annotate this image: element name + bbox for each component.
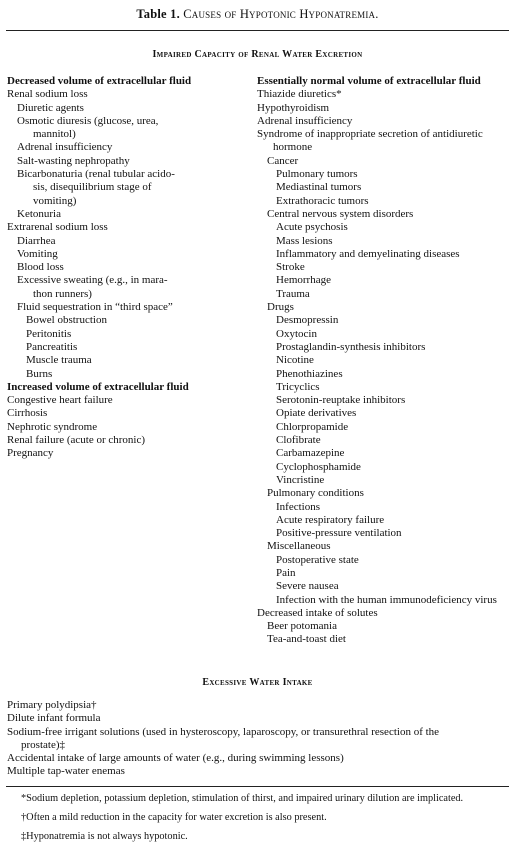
item-text: Cancer bbox=[267, 154, 299, 167]
item-text: Carbamazepine bbox=[276, 447, 345, 460]
list-item bbox=[257, 514, 512, 527]
item-text: Peritonitis bbox=[26, 327, 72, 340]
list-item bbox=[257, 580, 512, 593]
item-text: Decreased intake of solutes bbox=[257, 606, 378, 619]
item-text: Chlorpropamide bbox=[276, 420, 349, 433]
item-text: Stroke bbox=[276, 261, 305, 274]
item-text: Infections bbox=[276, 500, 320, 513]
item-text: Severe nausea bbox=[276, 580, 339, 593]
item-text: Phenothiazines bbox=[276, 367, 343, 380]
list-item bbox=[7, 341, 237, 354]
list-item bbox=[7, 141, 237, 154]
item-text: Drugs bbox=[267, 301, 294, 314]
item-text: Muscle trauma bbox=[26, 354, 92, 367]
list-item bbox=[257, 620, 512, 633]
list-item bbox=[257, 328, 512, 341]
water-intake-list bbox=[7, 699, 507, 779]
list-item bbox=[257, 102, 512, 115]
column-heading-increased: Increased volume of extracellular fluid bbox=[7, 380, 189, 393]
list-item bbox=[257, 447, 512, 460]
list-item bbox=[257, 421, 512, 434]
item-text: Renal sodium loss bbox=[7, 88, 88, 101]
item-text-continuation: sis, disequilibrium stage of bbox=[33, 181, 152, 194]
section-heading-water: Excessive Water Intake bbox=[202, 677, 313, 688]
item-text: Bicarbonaturia (renal tubular acido- bbox=[17, 168, 175, 181]
left-column bbox=[7, 75, 237, 461]
normal-volume-list bbox=[257, 88, 512, 646]
list-item bbox=[257, 368, 512, 381]
item-text: Acute respiratory failure bbox=[276, 513, 385, 526]
list-item bbox=[7, 155, 237, 168]
item-text: Syndrome of inappropriate secretion of antidiuretic bbox=[257, 128, 483, 141]
item-text: Pregnancy bbox=[7, 447, 54, 460]
list-item bbox=[257, 594, 512, 607]
item-text: Clofibrate bbox=[276, 434, 321, 447]
list-item bbox=[257, 261, 512, 274]
item-text: Desmopressin bbox=[276, 314, 339, 327]
list-item bbox=[7, 699, 507, 712]
item-text: Pulmonary tumors bbox=[276, 168, 358, 181]
increased-volume-list bbox=[7, 394, 237, 460]
item-text: Positive-pressure ventilation bbox=[276, 527, 402, 540]
item-text: Mediastinal tumors bbox=[276, 181, 362, 194]
list-item bbox=[257, 208, 512, 221]
list-item bbox=[7, 368, 237, 381]
item-text-continuation: hormone bbox=[273, 141, 313, 154]
item-text: Pancreatitis bbox=[26, 340, 78, 353]
list-item bbox=[257, 567, 512, 580]
list-item bbox=[257, 633, 512, 646]
item-text: Congestive heart failure bbox=[7, 394, 113, 407]
list-item bbox=[7, 221, 237, 234]
item-text: Bowel obstruction bbox=[26, 314, 107, 327]
list-item bbox=[7, 354, 237, 367]
list-item bbox=[7, 261, 237, 274]
item-text: Beer potomania bbox=[267, 620, 337, 633]
item-text: Oxytocin bbox=[276, 327, 317, 340]
column-heading-decreased: Decreased volume of extracellular fluid bbox=[7, 75, 192, 87]
list-item bbox=[257, 168, 512, 181]
list-item bbox=[7, 115, 237, 142]
list-item bbox=[257, 181, 512, 194]
list-item bbox=[257, 301, 512, 314]
list-item bbox=[257, 501, 512, 514]
list-item bbox=[7, 752, 507, 765]
list-item bbox=[7, 235, 237, 248]
item-text: Thiazide diuretics* bbox=[257, 88, 342, 101]
item-text: Dilute infant formula bbox=[7, 712, 101, 725]
item-text: Fluid sequestration in “third space” bbox=[17, 301, 173, 314]
item-text: Vomiting bbox=[17, 247, 58, 260]
list-item bbox=[257, 461, 512, 474]
item-text: Acute psychosis bbox=[276, 221, 348, 234]
table-number: Table 1. bbox=[136, 7, 180, 21]
item-text: Pain bbox=[276, 566, 296, 579]
item-text: Renal failure (acute or chronic) bbox=[7, 434, 146, 447]
item-text: Ketonuria bbox=[17, 207, 61, 220]
footnote-rule bbox=[6, 786, 509, 787]
item-text: Nicotine bbox=[276, 354, 314, 367]
footnote: *Sodium depletion, potassium depletion, stimulation of thirst, and impaired urinary dilution are implicated. bbox=[21, 793, 464, 804]
item-text: Cirrhosis bbox=[7, 407, 48, 420]
table-title bbox=[0, 8, 515, 21]
list-item bbox=[257, 248, 512, 261]
list-item bbox=[257, 115, 512, 128]
list-item bbox=[257, 434, 512, 447]
list-item bbox=[257, 221, 512, 234]
top-rule bbox=[6, 30, 509, 31]
item-text: Blood loss bbox=[17, 261, 64, 274]
list-item bbox=[257, 394, 512, 407]
item-text: Pulmonary conditions bbox=[267, 487, 364, 500]
item-text: Excessive sweating (e.g., in mara- bbox=[17, 274, 168, 287]
item-text-continuation: vomiting) bbox=[33, 194, 77, 207]
item-text: Postoperative state bbox=[276, 553, 359, 566]
item-text-continuation: prostate)‡ bbox=[21, 738, 65, 751]
list-item bbox=[257, 88, 512, 101]
list-item bbox=[257, 381, 512, 394]
item-text: Serotonin-reuptake inhibitors bbox=[276, 394, 406, 407]
list-item bbox=[7, 248, 237, 261]
item-text: Tea-and-toast diet bbox=[267, 633, 346, 646]
item-text: Central nervous system disorders bbox=[267, 207, 414, 220]
list-item bbox=[257, 128, 512, 155]
list-item bbox=[257, 288, 512, 301]
item-text: Diuretic agents bbox=[17, 101, 84, 114]
item-text: Extrathoracic tumors bbox=[276, 194, 369, 207]
list-item bbox=[7, 447, 237, 460]
item-text: Cyclophosphamide bbox=[276, 460, 361, 473]
item-text: Adrenal insufficiency bbox=[257, 114, 353, 127]
list-item bbox=[257, 540, 512, 553]
list-item bbox=[7, 314, 237, 327]
item-text: Osmotic diuresis (glucose, urea, bbox=[17, 114, 159, 127]
item-text: Adrenal insufficiency bbox=[17, 141, 113, 154]
item-text: Miscellaneous bbox=[267, 540, 331, 553]
list-item bbox=[257, 155, 512, 168]
list-item bbox=[7, 394, 237, 407]
item-text: Salt-wasting nephropathy bbox=[17, 154, 130, 167]
item-text: Accidental intake of large amounts of water (e.g., during swimming lessons) bbox=[7, 752, 344, 765]
list-item bbox=[7, 168, 237, 208]
footnote: ‡Hyponatremia is not always hypotonic. bbox=[21, 831, 188, 842]
list-item bbox=[257, 554, 512, 567]
list-item bbox=[257, 474, 512, 487]
item-text: Prostaglandin-synthesis inhibitors bbox=[276, 340, 426, 353]
list-item bbox=[7, 208, 237, 221]
list-item bbox=[257, 341, 512, 354]
item-text: Hypothyroidism bbox=[257, 101, 330, 114]
decreased-volume-list bbox=[7, 88, 237, 381]
list-item bbox=[7, 274, 237, 301]
item-text: Primary polydipsia† bbox=[7, 699, 97, 711]
list-item bbox=[257, 314, 512, 327]
item-text: Multiple tap-water enemas bbox=[7, 765, 125, 778]
item-text-continuation: thon runners) bbox=[33, 287, 92, 300]
right-column bbox=[257, 75, 512, 647]
list-item bbox=[257, 487, 512, 500]
item-text: Trauma bbox=[276, 287, 310, 300]
list-item bbox=[7, 421, 237, 434]
item-text: Extrarenal sodium loss bbox=[7, 221, 108, 234]
item-text: Nephrotic syndrome bbox=[7, 420, 98, 433]
list-item bbox=[257, 607, 512, 620]
list-item bbox=[257, 195, 512, 208]
item-text: Diarrhea bbox=[17, 234, 56, 247]
list-item bbox=[257, 354, 512, 367]
item-text: Infection with the human immunodeficiency virus bbox=[276, 593, 497, 606]
table-title-text: Causes of Hypotonic Hyponatremia. bbox=[183, 7, 379, 21]
list-item bbox=[7, 765, 507, 778]
list-item bbox=[257, 527, 512, 540]
list-item bbox=[7, 726, 507, 753]
list-item bbox=[257, 407, 512, 420]
list-item bbox=[7, 88, 237, 101]
list-item bbox=[7, 301, 237, 314]
list-item bbox=[7, 407, 237, 420]
footnotes bbox=[7, 792, 509, 849]
item-text: Burns bbox=[26, 367, 53, 380]
item-text: Hemorrhage bbox=[276, 274, 331, 287]
list-item bbox=[7, 712, 507, 725]
item-text: Tricyclics bbox=[276, 380, 320, 393]
column-heading-normal: Essentially normal volume of extracellular fluid bbox=[257, 75, 481, 87]
item-text: Opiate derivatives bbox=[276, 407, 357, 420]
item-text: Mass lesions bbox=[276, 234, 333, 247]
item-text: Vincristine bbox=[276, 473, 325, 486]
footnote: †Often a mild reduction in the capacity for water excretion is also present. bbox=[21, 812, 327, 823]
list-item bbox=[7, 102, 237, 115]
item-text: Sodium-free irrigant solutions (used in hysteroscopy, laparoscopy, or transurethral resection of the bbox=[7, 725, 440, 738]
list-item bbox=[7, 328, 237, 341]
list-item bbox=[257, 235, 512, 248]
list-item bbox=[7, 434, 237, 447]
section-heading-renal: Impaired Capacity of Renal Water Excretion bbox=[152, 49, 363, 60]
item-text: Inflammatory and demyelinating diseases bbox=[276, 247, 460, 260]
list-item bbox=[257, 274, 512, 287]
item-text-continuation: mannitol) bbox=[33, 128, 76, 141]
